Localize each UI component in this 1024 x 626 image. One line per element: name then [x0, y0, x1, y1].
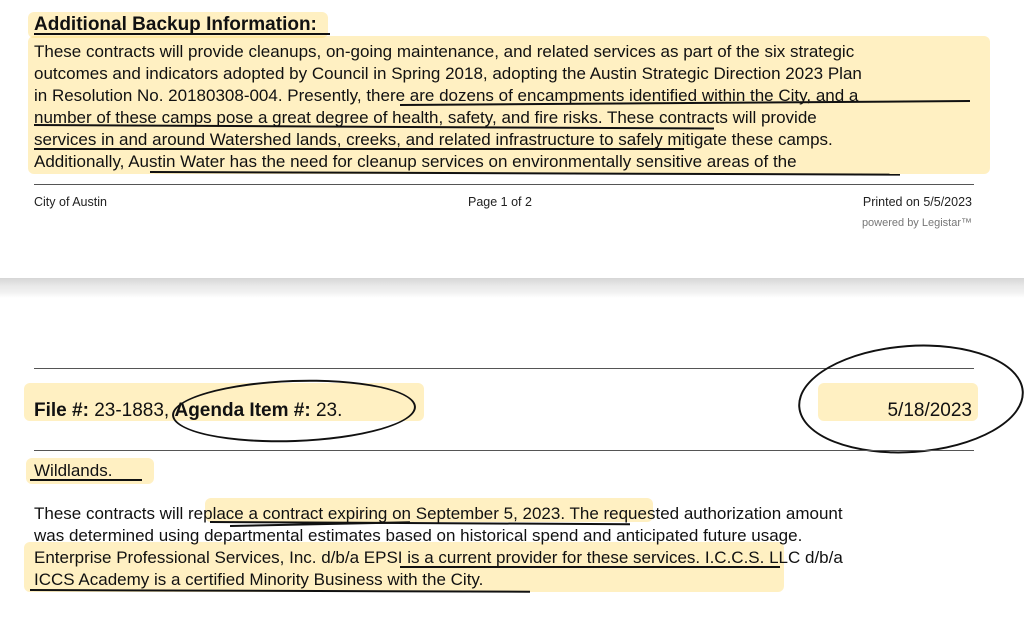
footer-page-number: Page 1 of 2 [468, 195, 532, 209]
footer-powered-by: powered by Legistar™ [861, 217, 972, 229]
footer-rule [34, 184, 974, 185]
document-page-1 [0, 0, 1024, 278]
pen-underline [34, 148, 684, 150]
paragraph-line: These contracts will provide cleanups, on-going maintenance, and related services as part of the six strategic [34, 42, 855, 61]
continued-text: Wildlands. [34, 461, 113, 480]
file-number: File #: 23-1883, Agenda Item #: 23. [34, 400, 343, 421]
paragraph-line: services in and around Watershed lands, creeks, and related infrastructure to safely mitigate these camps. [34, 130, 833, 149]
section-heading: Additional Backup Information: [34, 14, 317, 35]
paragraph-line: in Resolution No. 20180308-004. Presently, there are dozens of encampments identified within the City, and a [34, 86, 859, 105]
pen-underline [400, 566, 780, 568]
pen-underline [30, 479, 142, 481]
footer-organization: City of Austin [34, 195, 107, 209]
paragraph-line: was determined using departmental estimates based on historical spend and anticipated future usage. [34, 526, 803, 545]
paragraph-line: Additionally, Austin Water has the need for cleanup services on environmentally sensitive areas of the [34, 152, 797, 171]
paragraph-line: number of these camps pose a great degree of health, safety, and fire risks. These contracts will provide [34, 108, 817, 127]
agenda-date: 5/18/2023 [887, 400, 972, 421]
footer-printed-date: Printed on 5/5/2023 [862, 195, 972, 209]
page-separator [0, 278, 1024, 298]
heading-underline [34, 33, 330, 35]
paragraph-line: ICCS Academy is a certified Minority Business with the City. [34, 570, 484, 589]
paragraph-line: These contracts will replace a contract expiring on September 5, 2023. The requested authorization amount [34, 504, 843, 523]
header-rule-bottom [34, 450, 974, 451]
paragraph-line: outcomes and indicators adopted by Council in Spring 2018, adopting the Austin Strategic Direction 2023 Plan [34, 64, 862, 83]
paragraph-line: Enterprise Professional Services, Inc. d/b/a EPSI is a current provider for these services. I.C.C.S. LLC d/b/a [34, 548, 843, 567]
